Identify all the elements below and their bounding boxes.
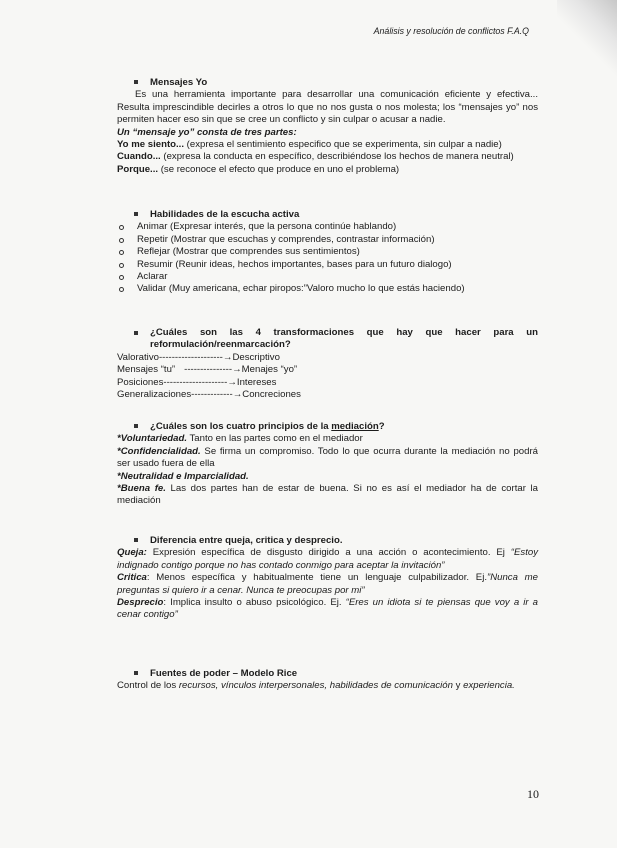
transform-row: Mensajes “tu” --------------- → Menajes “yo” xyxy=(117,364,298,376)
transform-row: Generalizaciones ------------- → Concreciones xyxy=(117,389,301,401)
principle-line: *Voluntariedad. Tanto en las partes como en el mediador xyxy=(117,433,363,445)
section-mensajes-yo xyxy=(117,77,538,176)
page-number: 10 xyxy=(527,787,539,801)
section-title: Mensajes Yo xyxy=(117,77,538,89)
list-item: Aclarar xyxy=(117,271,538,283)
section-transformaciones xyxy=(117,327,538,401)
square-bullet-icon xyxy=(134,212,138,216)
definition-line: Queja: Expresión específica de disgusto dirigido a una acción o acontecimiento. Ej “Estoy indignado contigo porque no has contado conmigo para aceptar la invitación” xyxy=(117,547,538,571)
part-line: Porque... (se reconoce el efecto que produce en uno el problema) xyxy=(117,163,400,175)
list-item: Resumir (Reunir ideas, hechos importantes, bases para un futuro dialogo) xyxy=(117,259,538,271)
principle-line: *Confidencialidad. Se firma un compromiso. Todo lo que ocurra durante la mediación no podrá ser usado fuera de ella xyxy=(117,445,538,470)
parts-heading: Un “mensaje yo” consta de tres partes: xyxy=(117,126,297,138)
list-item: Animar (Expresar interés, que la persona continúe hablando) xyxy=(117,221,538,233)
square-bullet-icon xyxy=(134,424,138,428)
transform-row: Valorativo -------------------- → Descriptivo xyxy=(117,351,280,363)
transform-row: Posiciones -------------------- → Intereses xyxy=(117,376,277,388)
section-title: Diferencia entre queja, critica y desprecio. xyxy=(117,535,538,547)
section-title: ¿Cuáles son los cuatro principios de la mediación? xyxy=(117,421,538,433)
page-fold-shadow xyxy=(557,0,617,80)
part-line: Yo me siento... (expresa el sentimiento especifico que se experimenta, sin culpar a nadie) xyxy=(117,139,502,151)
square-bullet-icon xyxy=(134,671,138,675)
square-bullet-icon xyxy=(134,80,138,84)
running-header: Análisis y resolución de conflictos F.A.Q xyxy=(373,26,529,36)
section-title: Fuentes de poder – Modelo Rice xyxy=(117,668,538,680)
intro-paragraph: Es una herramienta importante para desarrollar una comunicación eficiente y efectiva... Resulta imprescindible decirles a otros lo que no nos gusta o nos molesta; los “mensajes yo” nos permiten hacer eso sin que se cree un conflicto y sin culpar o acusar a nadie. xyxy=(117,89,538,126)
section-title: ¿Cuáles son las 4 transformaciones que hay que hacer para un reformulación/reenmarcación? xyxy=(117,327,538,352)
principle-line: *Neutralidad e Imparcialidad. xyxy=(117,470,249,482)
part-line: Cuando... (expresa la conducta en específico, describiéndose los hechos de manera neutral) xyxy=(117,151,514,163)
fuentes-text: Control de los recursos, vínculos interpersonales, habilidades de comunicación y experiencia. xyxy=(117,680,515,692)
principle-line: *Buena fe. Las dos partes han de estar de buena. Si no es así el mediador ha de cortar la mediación xyxy=(117,483,539,507)
definition-line: Critica: Menos específica y habitualmente tiene un lenguaje culpabilizador. Ej.”Nunca me preguntas si quiero ir a cenar. Nunca te preocupas por mi” xyxy=(117,572,538,596)
square-bullet-icon xyxy=(134,331,138,335)
definition-line: Desprecio: Implica insulto o abuso psicológico. Ej. “Eres un idiota si te piensas que voy a ir a cenar contigo” xyxy=(117,597,538,621)
escucha-list xyxy=(117,221,538,295)
list-item: Validar (Muy americana, echar piropos:”Valoro mucho lo que estás haciendo) xyxy=(117,283,538,295)
section-escucha-activa xyxy=(117,209,538,296)
section-queja-critica xyxy=(117,535,538,622)
section-title: Habilidades de la escucha activa xyxy=(117,209,538,221)
list-item: Repetir (Mostrar que escuchas y comprendes, contrastar información) xyxy=(117,234,538,246)
section-fuentes-poder xyxy=(117,668,538,693)
square-bullet-icon xyxy=(134,538,138,542)
list-item: Reflejar (Mostrar que comprendes sus sentimientos) xyxy=(117,246,538,258)
section-mediacion xyxy=(117,421,538,508)
